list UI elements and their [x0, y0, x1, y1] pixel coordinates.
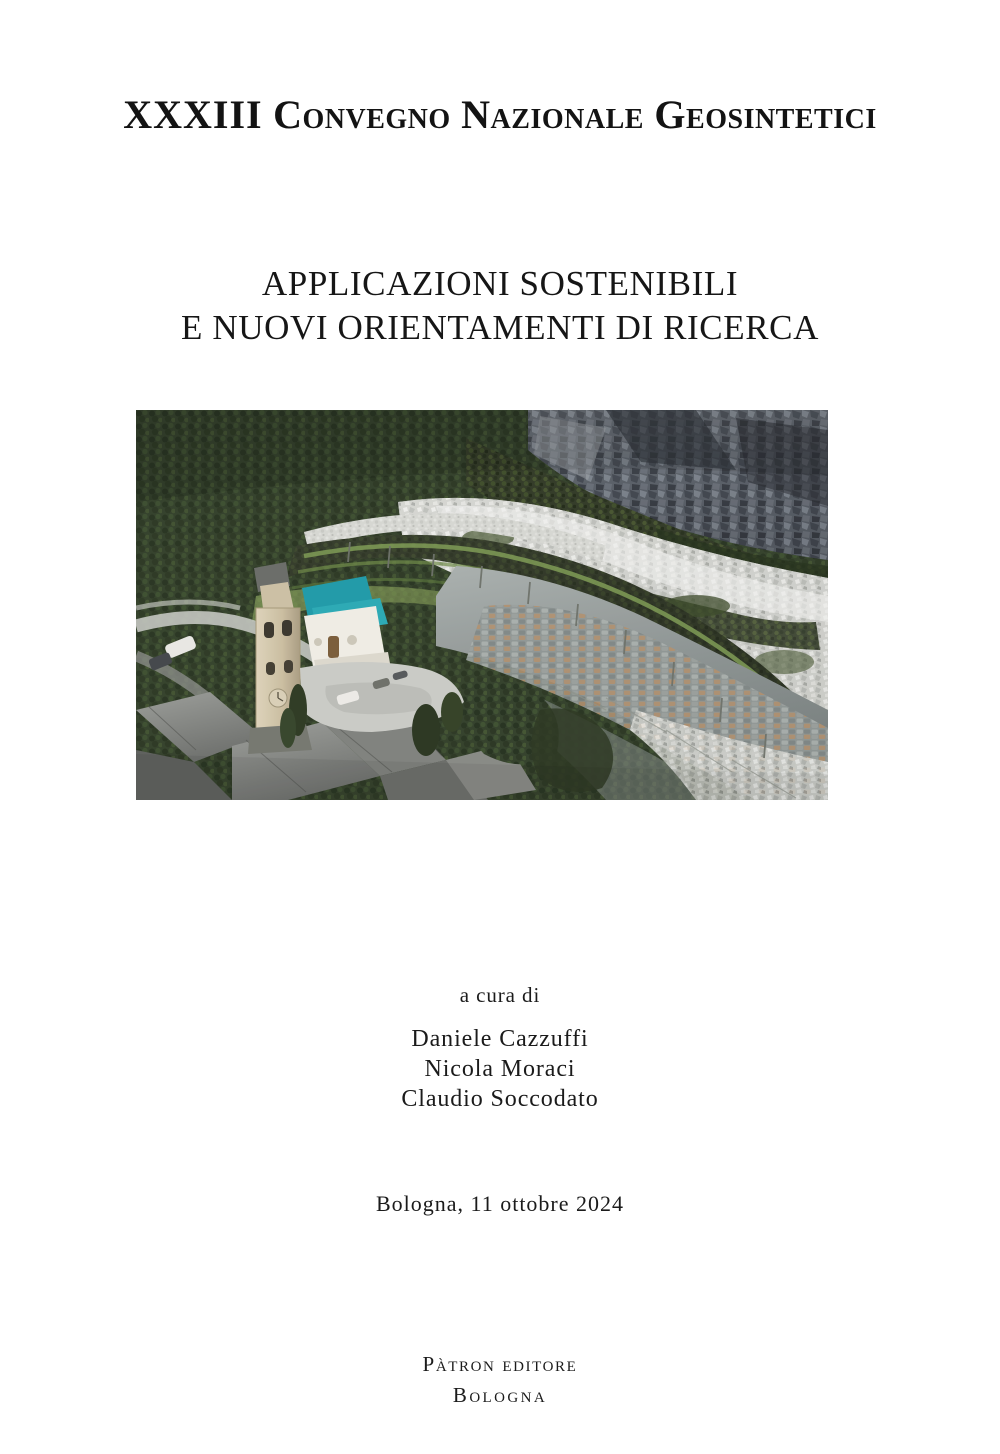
editor-name-2: Nicola Moraci	[424, 1056, 576, 1082]
publisher-name: Pàtron editore	[422, 1352, 578, 1376]
title-text: Convegno Nazionale Geosintetici	[273, 92, 877, 137]
publisher-city: Bologna	[452, 1383, 548, 1407]
subtitle-line-1: APPLICAZIONI SOSTENIBILI	[261, 264, 739, 303]
event-place-date: Bologna, 11 ottobre 2024	[375, 1191, 625, 1216]
edited-by-label: a cura di	[459, 983, 541, 1007]
editor-name-3: Claudio Soccodato	[401, 1086, 599, 1112]
cover-photograph	[136, 410, 828, 800]
editors-block	[0, 980, 1000, 1114]
subtitle-line-2: E NUOVI ORIENTAMENTI DI RICERCA	[181, 308, 819, 347]
cover-photo-artwork	[136, 410, 828, 800]
editor-name-1: Daniele Cazzuffi	[411, 1026, 589, 1052]
subtitle	[0, 262, 1000, 350]
page-title	[0, 92, 1000, 138]
title-roman-numeral: XXXIII	[123, 92, 263, 137]
publisher-imprint	[0, 1349, 1000, 1411]
